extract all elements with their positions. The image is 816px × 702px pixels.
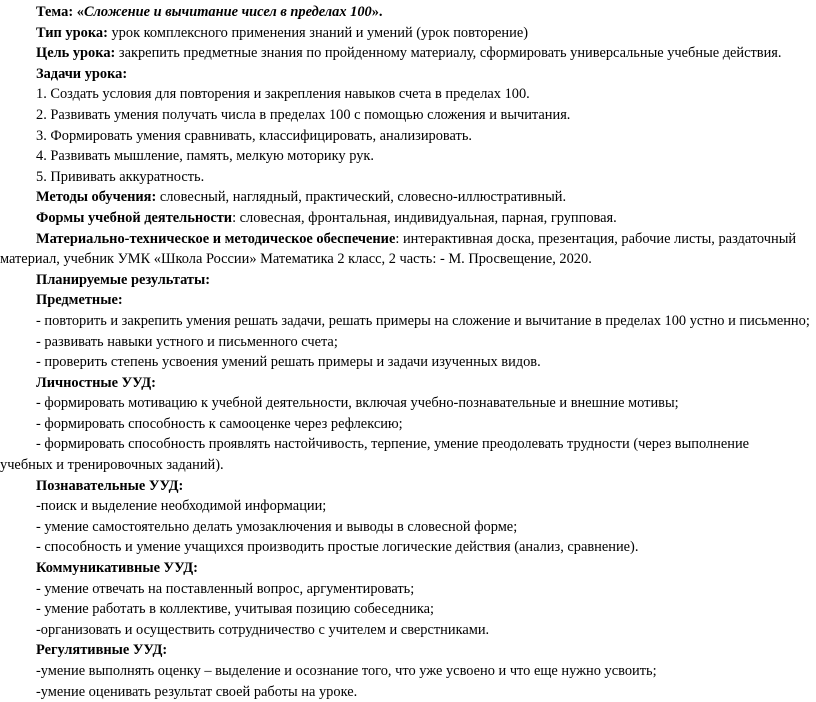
cognitive-item: -поиск и выделение необходимой информации; [36,498,327,515]
tasks-heading: Задачи урока: [36,65,128,82]
communicative-item: - умение отвечать на поставленный вопрос, аргументировать; [36,580,415,597]
subject-item: - проверить степень усвоения умений решать примеры и задачи изученных видов. [36,354,541,371]
methods-label: Методы обучения: [36,189,157,206]
results-heading: Планируемые результаты: [36,271,211,288]
personal-item: - формировать способность к самооценке через рефлексию; [36,415,403,432]
regulatory-item: -умение оценивать результат своей работы на уроке. [36,683,358,700]
subject-item: - развивать навыки устного и письменного счета; [36,333,338,350]
lesson-type-line [0,23,816,44]
forms-value: : словесная, фронтальная, индивидуальная, парная, групповая. [232,209,617,226]
communicative-item: -организовать и осуществить сотрудничество с учителем и сверстниками. [36,621,490,638]
personal-item: - формировать способность проявлять настойчивость, терпение, умение преодолевать трудности (через выполнение учебных и тренировочных заданий). [0,436,750,474]
regulatory-heading: Регулятивные УУД: [36,642,168,659]
cognitive-item: - способность и умение учащихся производить простые логические действия (анализ, сравнение). [36,539,639,556]
topic-quote-open: « [73,4,84,20]
communicative-item: - умение работать в коллективе, учитывая позицию собеседника; [36,601,435,618]
methods-value: словесный, наглядный, практический, словесно-иллюстративный. [156,189,567,206]
task-item: 3. Формировать умения сравнивать, классифицировать, анализировать. [36,127,473,144]
cognitive-item: - умение самостоятельно делать умозаключения и выводы в словесной форме; [36,518,518,535]
task-item: 5. Прививать аккуратность. [36,168,205,185]
cognitive-heading: Познавательные УУД: [36,477,184,494]
goal-line [0,43,816,64]
topic-line [0,2,816,23]
goal-label: Цель урока: [36,45,116,62]
topic-label: Тема: [36,4,74,20]
materials-value: : интерактивная доска, презентация, рабочие листы, раздаточный материал, учебник УМК «Школа России» Математика 2 класс, 2 часть: - М. Просвещение, 2020. [0,230,797,268]
forms-line [0,208,816,229]
goal-value: закрепить предметные знания по пройденному материалу, сформировать универсальные учебные действия. [115,45,782,62]
task-item: 1. Создать условия для повторения и закрепления навыков счета в пределах 100. [36,86,530,103]
lesson-plan-document [0,2,816,702]
subject-heading: Предметные: [36,292,123,309]
personal-item: - формировать мотивацию к учебной деятельности, включая учебно-познавательные и внешние мотивы; [36,395,679,412]
task-item: 4. Развивать мышление, память, мелкую моторику рук. [36,148,374,165]
methods-line [0,187,816,208]
communicative-heading: Коммуникативные УУД: [36,560,198,577]
forms-label: Формы учебной деятельности [36,209,233,226]
materials-label: Материально-техническое и методическое обеспечение [36,230,396,247]
subject-item: - повторить и закрепить умения решать задачи, решать примеры на сложение и вычитание в пределах 100 устно и письменно; [36,312,810,329]
topic-title: Сложение и вычитание чисел в пределах 100 [83,4,372,20]
personal-heading: Личностные УУД: [36,374,156,391]
materials-paragraph [0,229,800,270]
lesson-type-value: урок комплексного применения знаний и умений (урок повторение) [107,24,529,41]
task-item: 2. Развивать умения получать числа в пределах 100 с помощью сложения и вычитания. [36,106,571,123]
topic-quote-close: ». [371,4,383,20]
lesson-type-label: Тип урока: [36,24,108,41]
regulatory-item: -умение выполнять оценку – выделение и осознание того, что уже усвоено и что еще нужно усвоить; [36,663,657,679]
